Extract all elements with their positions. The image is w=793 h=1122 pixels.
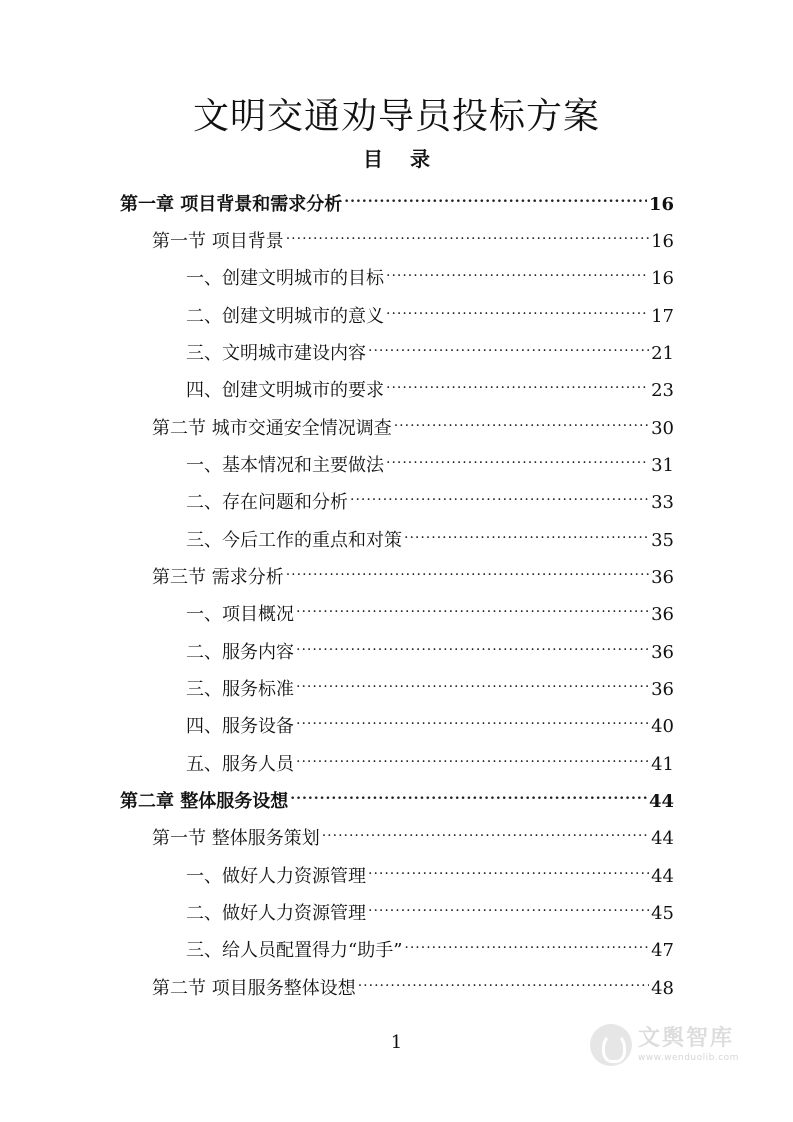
toc-entry-section[interactable]: [152, 404, 674, 439]
toc-leader-dots: [296, 702, 649, 732]
toc-entry-item[interactable]: [186, 926, 674, 961]
toc-entry-item[interactable]: [186, 665, 674, 700]
toc-entry-page: 40: [651, 716, 674, 737]
toc-entry-page: 45: [651, 903, 674, 924]
toc-entry-page: 16: [651, 231, 674, 252]
toc-leader-dots: [386, 366, 649, 396]
toc-entry-item[interactable]: [186, 740, 674, 775]
toc-entry-page: 44: [648, 791, 674, 812]
document-title: 文明交通劝导员投标方案: [192, 96, 600, 137]
toc-leader-dots: [404, 926, 649, 956]
toc-entry-label: 第一章 项目背景和需求分析: [120, 194, 343, 215]
toc-leader-dots: [296, 590, 649, 620]
toc-entry-label: 三、给人员配置得力“助手”: [186, 940, 403, 961]
toc-entry-page: 36: [651, 604, 674, 625]
toc-entry-page: 33: [651, 492, 674, 513]
toc-entry-section[interactable]: [152, 553, 674, 588]
toc-entry-label: 二、存在问题和分析: [186, 492, 348, 513]
toc-leader-dots: [296, 628, 649, 658]
toc-leader-dots: [368, 852, 649, 882]
toc-entry-page: 31: [651, 455, 674, 476]
toc-entry-section[interactable]: [152, 814, 674, 849]
toc-entry-label: 四、创建文明城市的要求: [186, 380, 384, 401]
toc-entry-page: 36: [651, 679, 674, 700]
wenku-logo-icon: [590, 1024, 632, 1066]
toc-leader-dots: [344, 180, 647, 210]
toc-leader-dots: [358, 964, 649, 994]
toc-entry-page: 35: [651, 530, 674, 551]
toc-entry-section[interactable]: [152, 217, 674, 252]
toc-entry-page: 48: [651, 978, 674, 999]
watermark-url: www.wenduolib.com: [638, 1053, 739, 1063]
toc-leader-dots: [290, 777, 647, 807]
watermark-text: [638, 1026, 739, 1064]
toc-entry-label: 二、服务内容: [186, 642, 294, 663]
toc-entry-page: 17: [651, 306, 674, 327]
toc-entry-label: 第三节 需求分析: [152, 567, 284, 588]
toc-leader-dots: [394, 404, 649, 434]
toc-entry-label: 第一节 项目背景: [152, 231, 284, 252]
toc-leader-dots: [386, 292, 649, 322]
toc-entry-chapter-2[interactable]: [120, 777, 674, 812]
toc-entry-label: 一、创建文明城市的目标: [186, 268, 384, 289]
toc-entry-item[interactable]: [186, 292, 674, 327]
toc-leader-dots: [296, 740, 649, 770]
toc-entry-item[interactable]: [186, 628, 674, 663]
toc-leader-dots: [322, 814, 649, 844]
toc-leader-dots: [286, 217, 649, 247]
toc-entry-page: 44: [651, 828, 674, 849]
toc-entry-page: 30: [651, 418, 674, 439]
toc-entry-label: 二、做好人力资源管理: [186, 903, 366, 924]
toc-entry-item[interactable]: [186, 366, 674, 401]
toc-leader-dots: [386, 254, 649, 284]
toc-entry-item[interactable]: [186, 889, 674, 924]
toc-leader-dots: [404, 516, 649, 546]
toc-entry-label: 二、创建文明城市的意义: [186, 306, 384, 327]
toc-entry-label: 第二节 项目服务整体设想: [152, 978, 356, 999]
toc-entry-label: 三、服务标准: [186, 679, 294, 700]
toc-entry-page: 36: [651, 642, 674, 663]
toc-entry-label: 第二节 城市交通安全情况调查: [152, 418, 392, 439]
toc-entry-page: 16: [651, 268, 674, 289]
toc-entry-item[interactable]: [186, 852, 674, 887]
toc-entry-label: 第一节 整体服务策划: [152, 828, 320, 849]
toc-heading: 目 录: [363, 147, 440, 171]
toc-entry-page: 47: [651, 940, 674, 961]
toc-entry-label: 四、服务设备: [186, 716, 294, 737]
toc-leader-dots: [350, 478, 649, 508]
toc-leader-dots: [386, 441, 649, 471]
toc-leader-dots: [368, 329, 649, 359]
toc-leader-dots: [296, 665, 649, 695]
toc-entry-label: 三、文明城市建设内容: [186, 343, 366, 364]
toc-entry-chapter-1[interactable]: [120, 180, 674, 215]
toc-entry-page: 23: [651, 380, 674, 401]
toc-leader-dots: [368, 889, 649, 919]
toc-entry-label: 一、基本情况和主要做法: [186, 455, 384, 476]
toc-entry-label: 一、做好人力资源管理: [186, 866, 366, 887]
toc-entry-label: 第二章 整体服务设想: [120, 791, 289, 812]
toc-entry-item[interactable]: [186, 254, 674, 289]
toc-entry-item[interactable]: [186, 516, 674, 551]
toc-entry-item[interactable]: [186, 702, 674, 737]
watermark: [590, 1018, 760, 1072]
toc-leader-dots: [286, 553, 649, 583]
toc-entry-section[interactable]: [152, 964, 674, 999]
toc-entry-label: 一、项目概况: [186, 604, 294, 625]
toc-entry-page: 41: [651, 754, 674, 775]
page-number: 1: [390, 1032, 403, 1053]
toc-entry-item[interactable]: [186, 478, 674, 513]
toc-entry-page: 44: [651, 866, 674, 887]
toc-entry-item[interactable]: [186, 441, 674, 476]
toc-entry-item[interactable]: [186, 590, 674, 625]
toc-entry-page: 36: [651, 567, 674, 588]
toc-entry-item[interactable]: [186, 329, 674, 364]
toc-entry-label: 五、服务人员: [186, 754, 294, 775]
toc-entry-page: 16: [648, 194, 674, 215]
watermark-name: 文舆智库: [638, 1026, 735, 1051]
toc-entry-page: 21: [651, 343, 674, 364]
toc-entry-label: 三、今后工作的重点和对策: [186, 530, 402, 551]
